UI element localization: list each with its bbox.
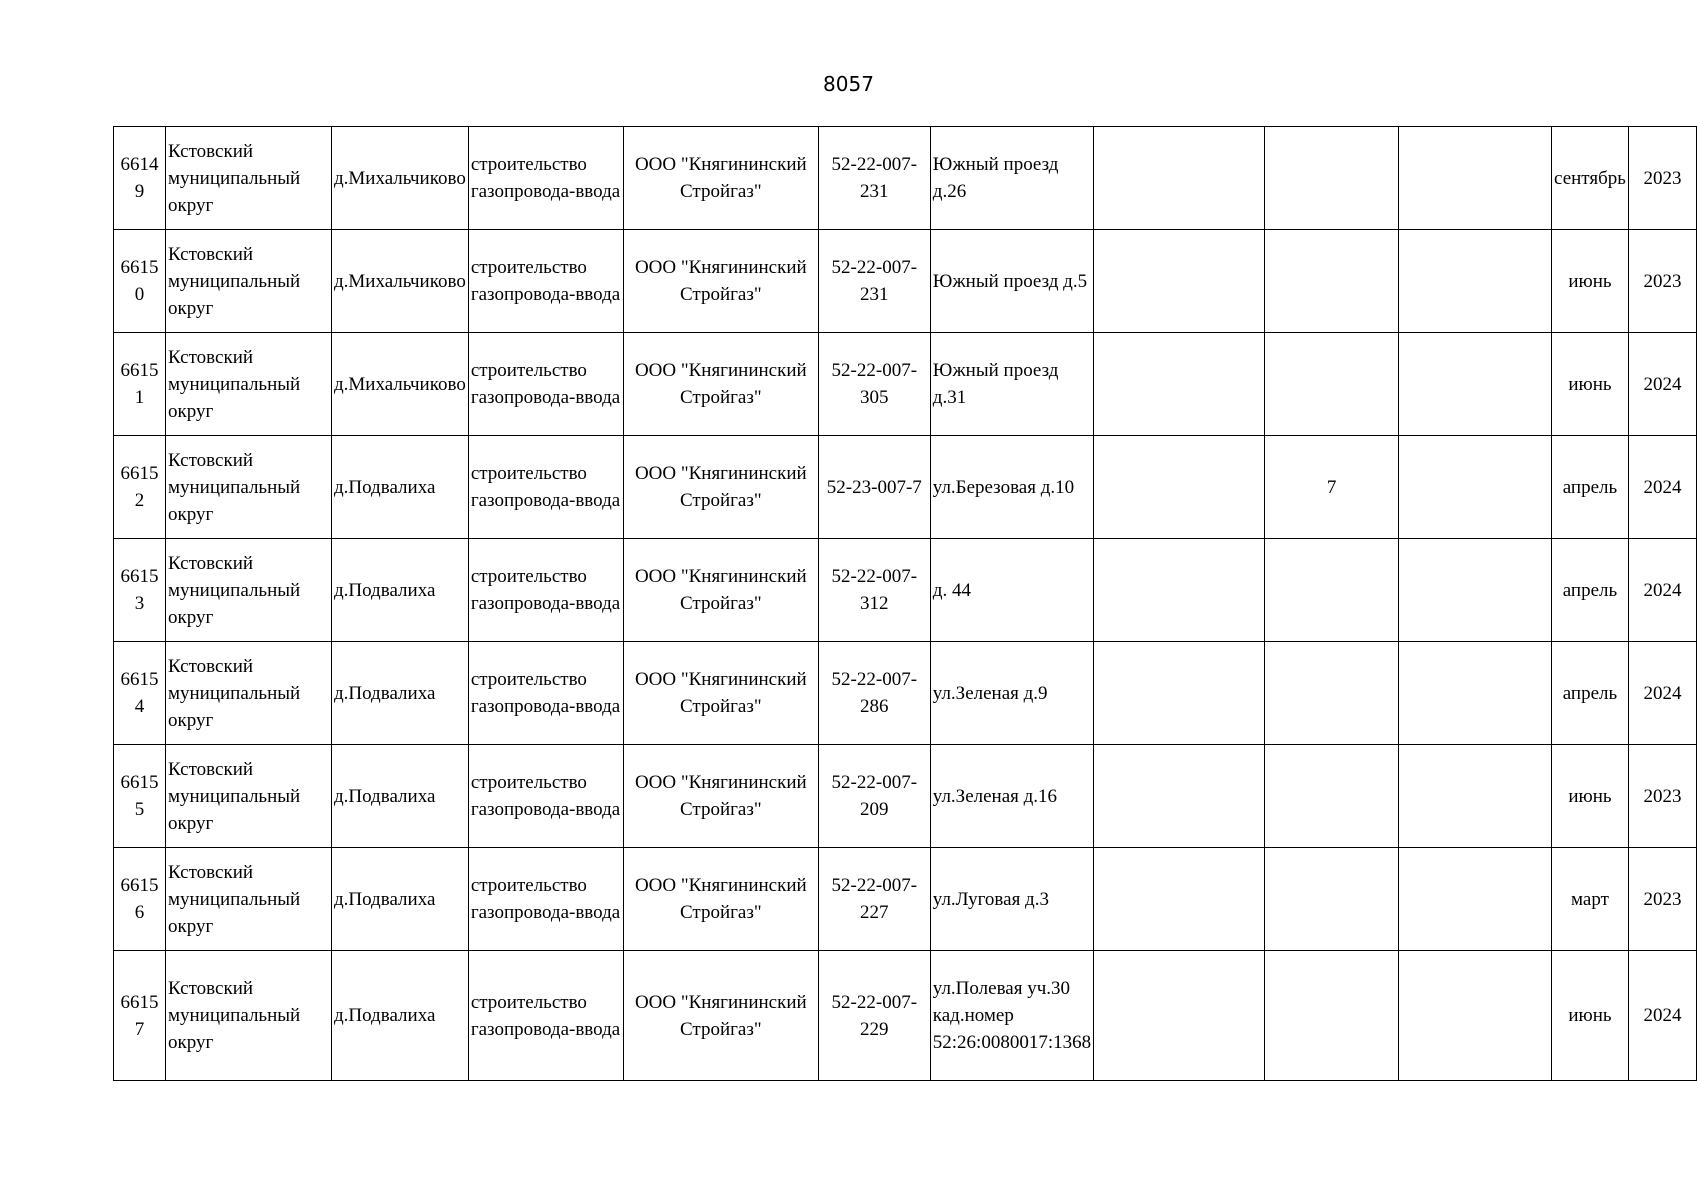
table-row (114, 951, 1697, 1081)
cell-year: 2024 (1628, 333, 1696, 436)
cell-column-9: 7 (1265, 436, 1399, 539)
table-row (114, 642, 1697, 745)
table-row (114, 230, 1697, 333)
cell-column-9 (1265, 333, 1399, 436)
cell-row-number: 66156 (114, 848, 166, 951)
cell-address: Южный проезд д.31 (930, 333, 1093, 436)
cell-locality: д.Михальчиково (331, 230, 468, 333)
cell-project-code: 52-23-007-7 (818, 436, 930, 539)
cell-month: март (1552, 848, 1629, 951)
cell-month: июнь (1552, 230, 1629, 333)
cell-month: июнь (1552, 745, 1629, 848)
registry-table (113, 126, 1697, 1081)
cell-locality: д.Подвалиха (331, 745, 468, 848)
cell-district: Кстовский муниципальный округ (165, 436, 331, 539)
cell-locality: д.Подвалиха (331, 951, 468, 1081)
cell-work-type: строительство газопровода-ввода (468, 230, 623, 333)
cell-month: июнь (1552, 951, 1629, 1081)
cell-row-number: 66154 (114, 642, 166, 745)
cell-column-8 (1094, 230, 1265, 333)
cell-locality: д.Михальчиково (331, 127, 468, 230)
table-row (114, 848, 1697, 951)
cell-year: 2024 (1628, 539, 1696, 642)
cell-column-8 (1094, 745, 1265, 848)
cell-column-8 (1094, 848, 1265, 951)
cell-locality: д.Подвалиха (331, 539, 468, 642)
cell-contractor: ООО "Княгининский Стройгаз" (623, 127, 818, 230)
cell-address: ул.Зеленая д.9 (930, 642, 1093, 745)
cell-project-code: 52-22-007-312 (818, 539, 930, 642)
cell-contractor: ООО "Княгининский Стройгаз" (623, 848, 818, 951)
cell-address: ул.Зеленая д.16 (930, 745, 1093, 848)
cell-column-10 (1399, 951, 1552, 1081)
cell-column-10 (1399, 642, 1552, 745)
cell-column-9 (1265, 127, 1399, 230)
cell-column-9 (1265, 539, 1399, 642)
cell-address: д. 44 (930, 539, 1093, 642)
cell-district: Кстовский муниципальный округ (165, 951, 331, 1081)
cell-row-number: 66153 (114, 539, 166, 642)
cell-address: Южный проезд д.26 (930, 127, 1093, 230)
cell-year: 2024 (1628, 436, 1696, 539)
cell-column-8 (1094, 436, 1265, 539)
cell-column-8 (1094, 642, 1265, 745)
table-row (114, 436, 1697, 539)
cell-column-9 (1265, 642, 1399, 745)
cell-contractor: ООО "Княгининский Стройгаз" (623, 539, 818, 642)
cell-year: 2024 (1628, 642, 1696, 745)
cell-column-8 (1094, 127, 1265, 230)
cell-column-10 (1399, 333, 1552, 436)
cell-year: 2023 (1628, 127, 1696, 230)
cell-address: ул.Полевая уч.30 кад.номер 52:26:0080017:1368 (930, 951, 1093, 1081)
cell-column-9 (1265, 848, 1399, 951)
cell-contractor: ООО "Княгининский Стройгаз" (623, 745, 818, 848)
cell-column-10 (1399, 127, 1552, 230)
cell-month: апрель (1552, 436, 1629, 539)
cell-column-10 (1399, 745, 1552, 848)
cell-address: Южный проезд д.5 (930, 230, 1093, 333)
cell-column-10 (1399, 230, 1552, 333)
cell-district: Кстовский муниципальный округ (165, 745, 331, 848)
cell-project-code: 52-22-007-209 (818, 745, 930, 848)
cell-project-code: 52-22-007-227 (818, 848, 930, 951)
cell-work-type: строительство газопровода-ввода (468, 436, 623, 539)
table-body (114, 127, 1697, 1081)
cell-row-number: 66157 (114, 951, 166, 1081)
cell-month: апрель (1552, 642, 1629, 745)
cell-work-type: строительство газопровода-ввода (468, 951, 623, 1081)
table-row (114, 539, 1697, 642)
cell-year: 2023 (1628, 230, 1696, 333)
cell-column-9 (1265, 745, 1399, 848)
cell-row-number: 66152 (114, 436, 166, 539)
page-number: 8057 (823, 72, 874, 96)
cell-contractor: ООО "Княгининский Стройгаз" (623, 642, 818, 745)
cell-row-number: 66150 (114, 230, 166, 333)
cell-column-8 (1094, 539, 1265, 642)
cell-column-9 (1265, 951, 1399, 1081)
cell-locality: д.Подвалиха (331, 642, 468, 745)
cell-district: Кстовский муниципальный округ (165, 539, 331, 642)
cell-address: ул.Луговая д.3 (930, 848, 1093, 951)
cell-district: Кстовский муниципальный округ (165, 333, 331, 436)
cell-contractor: ООО "Княгининский Стройгаз" (623, 230, 818, 333)
cell-column-9 (1265, 230, 1399, 333)
cell-row-number: 66149 (114, 127, 166, 230)
cell-locality: д.Михальчиково (331, 333, 468, 436)
cell-contractor: ООО "Княгининский Стройгаз" (623, 951, 818, 1081)
cell-project-code: 52-22-007-305 (818, 333, 930, 436)
cell-work-type: строительство газопровода-ввода (468, 642, 623, 745)
cell-month: июнь (1552, 333, 1629, 436)
cell-column-8 (1094, 951, 1265, 1081)
cell-work-type: строительство газопровода-ввода (468, 848, 623, 951)
cell-column-10 (1399, 436, 1552, 539)
table-row (114, 127, 1697, 230)
cell-contractor: ООО "Княгининский Стройгаз" (623, 436, 818, 539)
cell-district: Кстовский муниципальный округ (165, 848, 331, 951)
cell-row-number: 66155 (114, 745, 166, 848)
cell-column-10 (1399, 848, 1552, 951)
cell-year: 2024 (1628, 951, 1696, 1081)
table-row (114, 745, 1697, 848)
cell-year: 2023 (1628, 848, 1696, 951)
cell-locality: д.Подвалиха (331, 436, 468, 539)
cell-column-8 (1094, 333, 1265, 436)
table-row (114, 333, 1697, 436)
cell-project-code: 52-22-007-231 (818, 127, 930, 230)
cell-month: сентябрь (1552, 127, 1629, 230)
cell-work-type: строительство газопровода-ввода (468, 127, 623, 230)
cell-contractor: ООО "Княгининский Стройгаз" (623, 333, 818, 436)
cell-year: 2023 (1628, 745, 1696, 848)
cell-project-code: 52-22-007-231 (818, 230, 930, 333)
cell-district: Кстовский муниципальный округ (165, 127, 331, 230)
cell-work-type: строительство газопровода-ввода (468, 745, 623, 848)
cell-row-number: 66151 (114, 333, 166, 436)
cell-district: Кстовский муниципальный округ (165, 642, 331, 745)
cell-work-type: строительство газопровода-ввода (468, 539, 623, 642)
cell-district: Кстовский муниципальный округ (165, 230, 331, 333)
cell-project-code: 52-22-007-229 (818, 951, 930, 1081)
cell-address: ул.Березовая д.10 (930, 436, 1093, 539)
cell-month: апрель (1552, 539, 1629, 642)
cell-work-type: строительство газопровода-ввода (468, 333, 623, 436)
cell-locality: д.Подвалиха (331, 848, 468, 951)
cell-column-10 (1399, 539, 1552, 642)
cell-project-code: 52-22-007-286 (818, 642, 930, 745)
